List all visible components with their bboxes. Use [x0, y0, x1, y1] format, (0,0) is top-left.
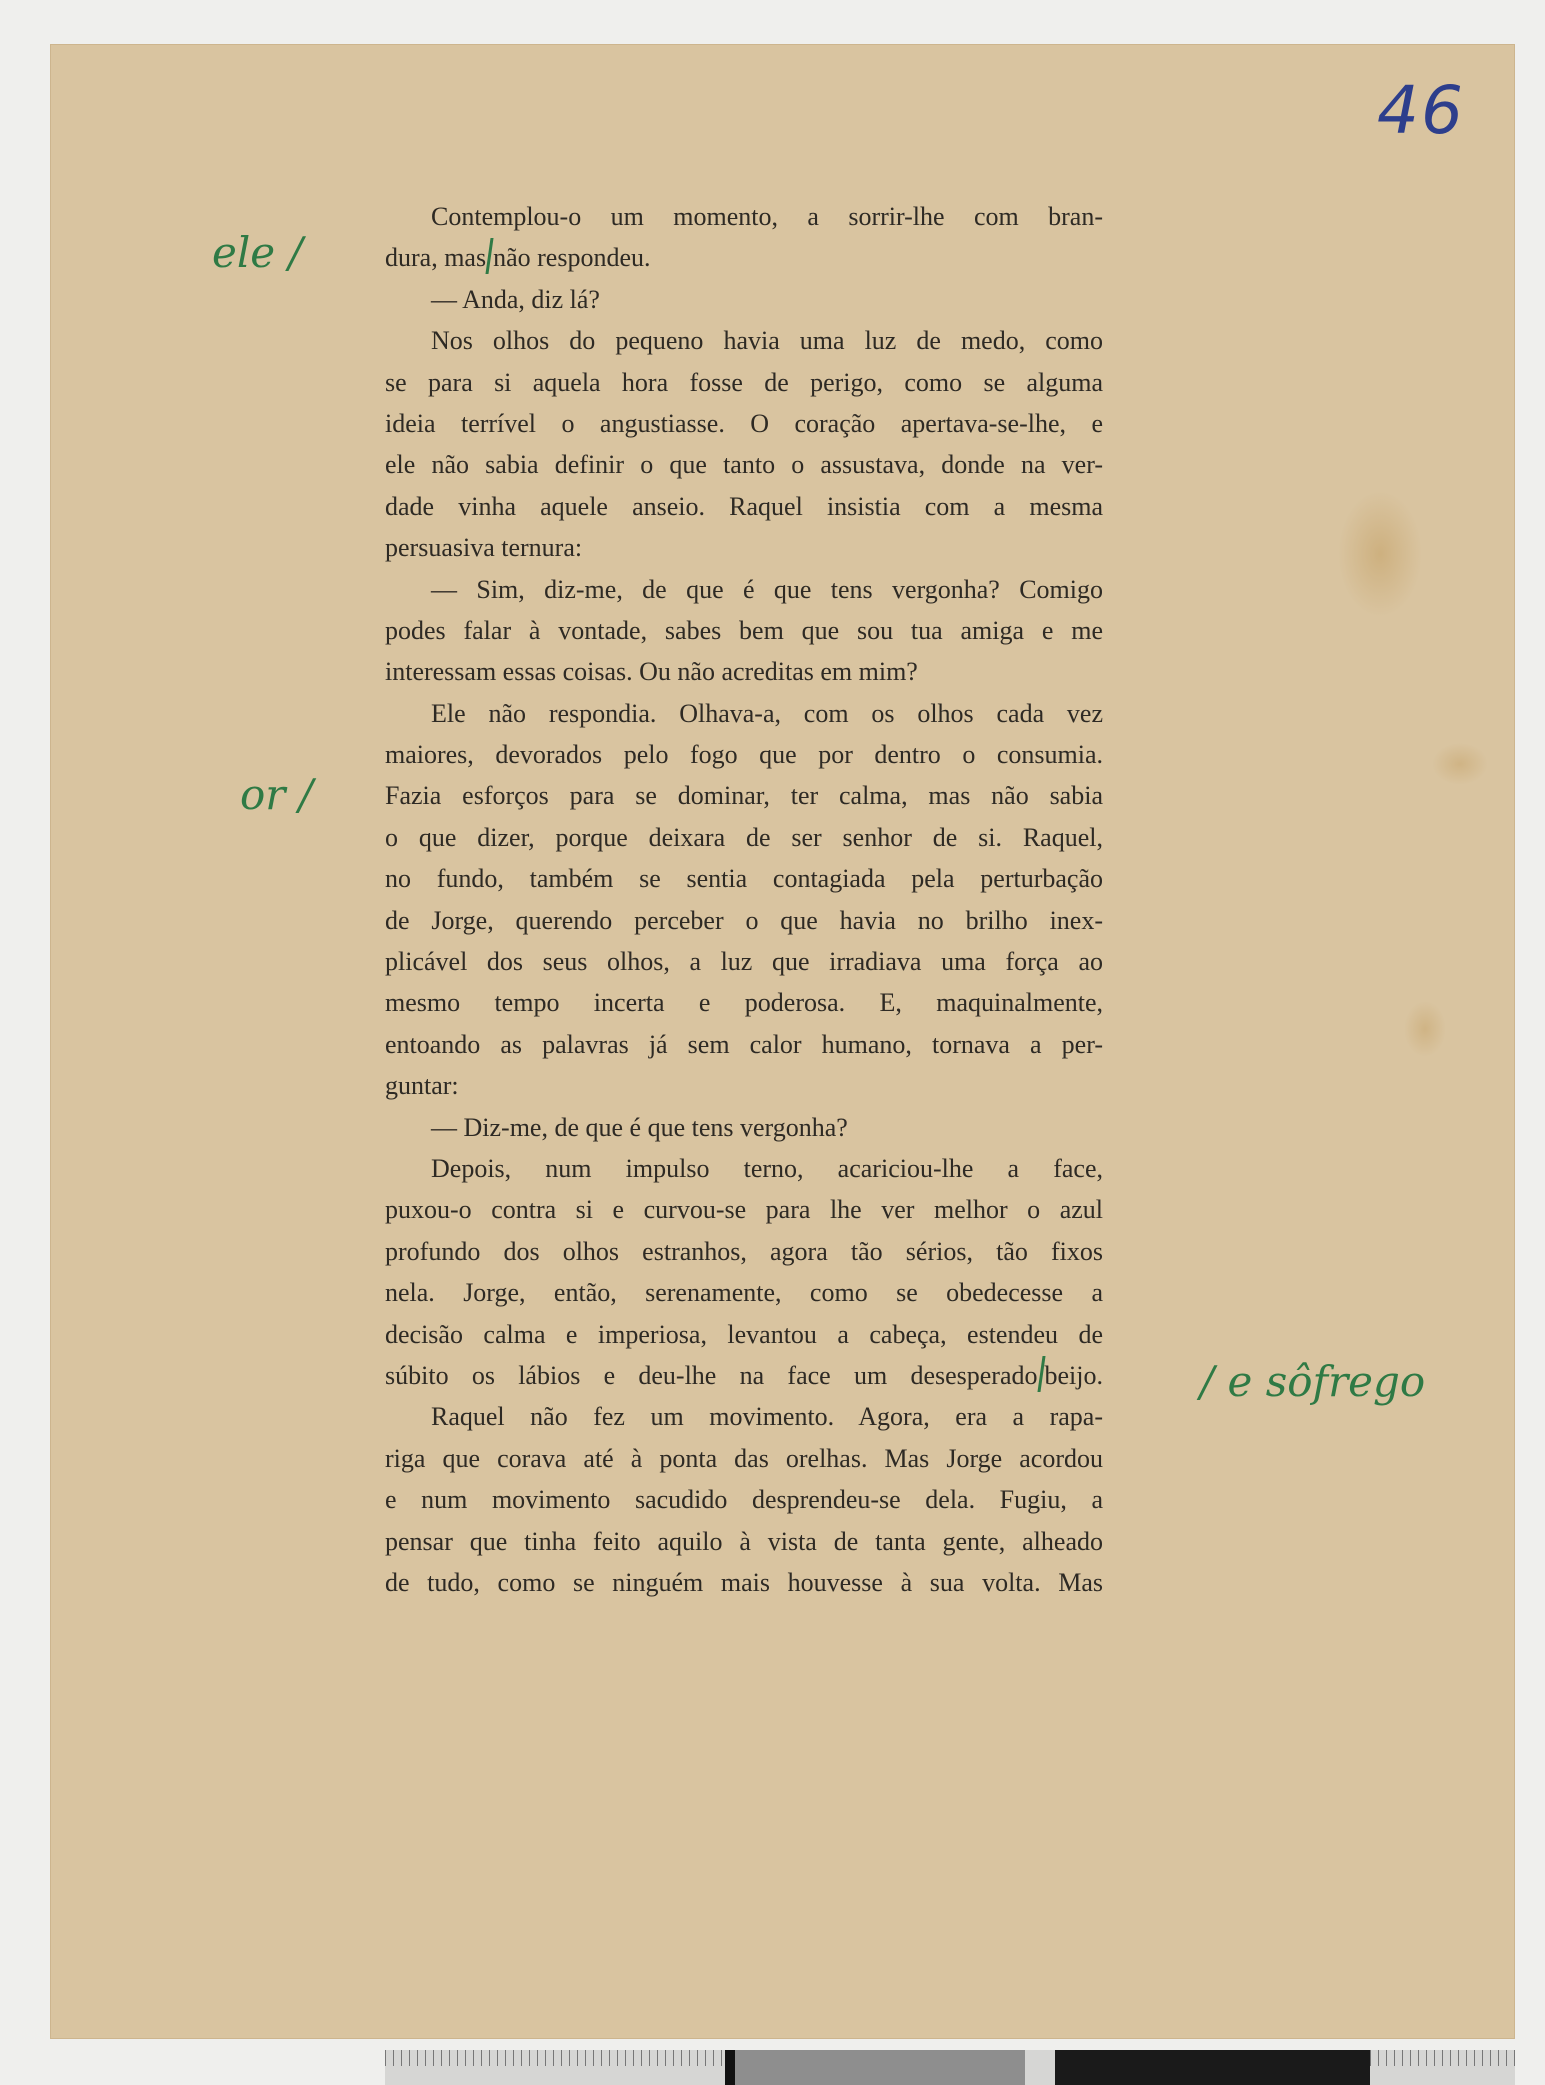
- page-number: 46: [1377, 72, 1465, 149]
- line-text: guntar:: [385, 1071, 459, 1101]
- line-text: persuasiva ternura:: [385, 533, 583, 563]
- body-text: [385, 196, 1103, 1603]
- text-line: [385, 817, 1103, 858]
- line-text: interessam essas coisas. Ou não acreditas em mim?: [385, 657, 918, 687]
- text-line: [385, 362, 1103, 403]
- line-text: Depois, num impulso terno, acariciou-lhe a face,: [431, 1153, 1103, 1183]
- text-line: [385, 1148, 1103, 1189]
- line-text: riga que corava até à ponta das orelhas. Mas Jorge acordou: [385, 1443, 1103, 1473]
- line-text: de Jorge, querendo perceber o que havia no brilho inex-: [385, 905, 1103, 935]
- margin-note-sofrego: / e sôfrego: [1200, 1357, 1426, 1406]
- text-line: [385, 320, 1103, 361]
- text-line: [385, 279, 1103, 320]
- line-text: profundo dos olhos estranhos, agora tão sérios, tão fixos: [385, 1236, 1103, 1266]
- text-line: [385, 569, 1103, 610]
- line-text: entoando as palavras já sem calor humano, tornava a per-: [385, 1029, 1103, 1059]
- text-line: [385, 941, 1103, 982]
- line-text: puxou-o contra si e curvou-se para lhe ver melhor o azul: [385, 1195, 1103, 1225]
- text-line: [385, 1562, 1103, 1603]
- text-line: [385, 403, 1103, 444]
- text-line: [385, 486, 1103, 527]
- scale-ruler: [385, 2050, 1515, 2085]
- line-text: dura, mas: [385, 243, 487, 273]
- text-line: [385, 1355, 1103, 1396]
- text-line: [385, 527, 1103, 568]
- line-text: de tudo, como se ninguém mais houvesse à sua volta. Mas: [385, 1567, 1103, 1597]
- text-line: [385, 1231, 1103, 1272]
- line-text: maiores, devorados pelo fogo que por dentro o consumia.: [385, 740, 1103, 770]
- line-text-after-mark: não respondeu.: [493, 243, 651, 273]
- line-text: ideia terrível o angustiasse. O coração apertava-se-lhe, e: [385, 408, 1103, 438]
- line-text: súbito os lábios e deu-lhe na face um desesperado: [385, 1360, 1038, 1390]
- text-line: [385, 196, 1103, 237]
- text-line: [385, 858, 1103, 899]
- text-line: [385, 775, 1103, 816]
- line-text: decisão calma e imperiosa, levantou a cabeça, estendeu de: [385, 1319, 1103, 1349]
- margin-note-ele: ele /: [212, 228, 303, 277]
- text-line: [385, 1396, 1103, 1437]
- margin-note-or: or /: [240, 770, 313, 819]
- text-line: [385, 982, 1103, 1023]
- line-text: mesmo tempo incerta e poderosa. E, maquinalmente,: [385, 988, 1103, 1018]
- line-text: ele não sabia definir o que tanto o assustava, donde na ver-: [385, 450, 1103, 480]
- line-text: Nos olhos do pequeno havia uma luz de medo, como: [431, 326, 1103, 356]
- text-line: [385, 610, 1103, 651]
- line-text: Ele não respondia. Olhava-a, com os olhos cada vez: [431, 698, 1103, 728]
- line-text: dade vinha aquele anseio. Raquel insistia com a mesma: [385, 491, 1103, 521]
- text-line: [385, 1189, 1103, 1230]
- line-text: Raquel não fez um movimento. Agora, era a rapa-: [431, 1402, 1103, 1432]
- line-text-after-mark: beijo.: [1044, 1360, 1103, 1390]
- text-line: [385, 734, 1103, 775]
- line-text: — Sim, diz-me, de que é que tens vergonha? Comigo: [431, 574, 1103, 604]
- line-text: nela. Jorge, então, serenamente, como se obedecesse a: [385, 1278, 1103, 1308]
- line-text: no fundo, também se sentia contagiada pela perturbação: [385, 864, 1103, 894]
- line-text: podes falar à vontade, sabes bem que sou tua amiga e me: [385, 615, 1103, 645]
- line-text: — Anda, diz lá?: [431, 284, 600, 314]
- text-line: [385, 1024, 1103, 1065]
- text-line: [385, 651, 1103, 692]
- line-text: Contemplou-o um momento, a sorrir-lhe com bran-: [431, 202, 1103, 231]
- line-text: Fazia esforços para se dominar, ter calma, mas não sabia: [385, 781, 1103, 811]
- line-text: plicável dos seus olhos, a luz que irradiava uma força ao: [385, 947, 1103, 977]
- line-text: se para si aquela hora fosse de perigo, como se alguma: [385, 367, 1103, 397]
- text-line: [385, 693, 1103, 734]
- line-text: pensar que tinha feito aquilo à vista de tanta gente, alheado: [385, 1526, 1103, 1556]
- text-line: [385, 444, 1103, 485]
- line-text: o que dizer, porque deixara de ser senhor de si. Raquel,: [385, 822, 1103, 852]
- text-line: [385, 1521, 1103, 1562]
- text-line: [385, 1314, 1103, 1355]
- text-line: [385, 900, 1103, 941]
- text-line: [385, 1272, 1103, 1313]
- line-text: — Diz-me, de que é que tens vergonha?: [431, 1112, 848, 1142]
- line-text: e num movimento sacudido desprendeu-se dela. Fugiu, a: [385, 1485, 1103, 1515]
- text-line: [385, 1065, 1103, 1106]
- text-line: [385, 1438, 1103, 1479]
- text-line: [385, 1107, 1103, 1148]
- text-line: [385, 237, 1103, 278]
- text-line: [385, 1479, 1103, 1520]
